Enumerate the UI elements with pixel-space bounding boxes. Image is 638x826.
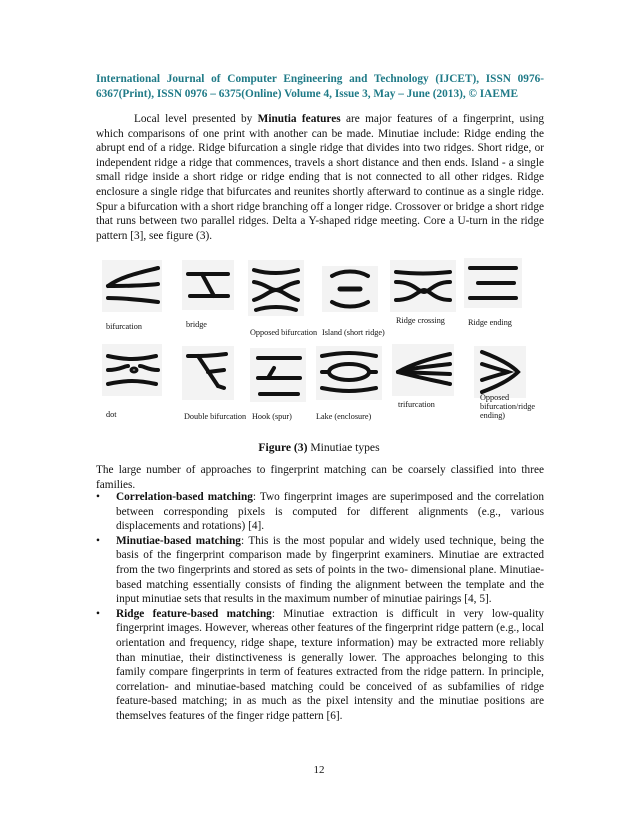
tile-dot <box>102 344 162 396</box>
label-hook: Hook (spur) <box>252 412 292 421</box>
bullet-term: Minutiae-based matching <box>116 534 241 547</box>
label-bridge: bridge <box>186 320 207 329</box>
figure-caption-label: Figure (3) <box>258 441 308 454</box>
intro-bold-term: Minutia features <box>257 113 341 125</box>
tile-trifurcation <box>392 344 454 396</box>
bullet-term: Ridge feature-based matching <box>116 607 272 620</box>
bullet-term: Correlation-based matching <box>116 491 253 503</box>
intro-paragraph <box>96 112 544 243</box>
page-number: 12 <box>313 764 325 776</box>
bifurcation-image <box>102 260 162 312</box>
journal-header: International Journal of Computer Engineering and Technology (IJCET), ISSN 0976-6367(Print), ISSN 0976 – 6375(Online) Volume 4, Issue 3, May – June (2013), © IAEME <box>96 73 544 100</box>
label-double-bifurcation: Double bifurcation <box>184 412 247 421</box>
label-trifurcation: trifurcation <box>398 400 435 409</box>
label-ridge-ending: Ridge ending <box>468 318 512 327</box>
list-item-minutiae <box>96 534 544 607</box>
tile-hook <box>250 348 306 402</box>
label-dot: dot <box>106 410 117 419</box>
lake-image <box>316 346 382 400</box>
trifurcation-image <box>392 344 454 396</box>
tile-ridge-ending <box>464 258 522 308</box>
double-bifurcation-image <box>182 346 234 400</box>
tile-lake <box>316 346 382 400</box>
families-paragraph: The large number of approaches to fingerprint matching can be coarsely classified into three families. <box>96 464 544 491</box>
bridge-image <box>182 260 234 310</box>
list-item-correlation <box>96 490 544 534</box>
tile-double-bifurcation <box>182 346 234 400</box>
tile-opposed-bifurcation <box>248 260 304 316</box>
tile-opposed-bifurcation-ridge-ending <box>474 346 526 398</box>
list-item-ridge-feature <box>96 607 544 724</box>
intro-text: are major features of a fingerprint, using which comparisons of one print with another can be made. Minutiae include: Ridge ending the abrupt end of a ridge. Ridge bifurcation a single ridge that divides into two ridges. Short ridge, or independent ridge a ridge that commences, travels a short distance and then ends. Island - a single small ridge inside a short ridge or ridge ending that is not connected to all other ridges. Ridge enclosure a single ridge that bifurcates and reunites shortly afterward to continue as a single ridge. Spur a bifurcation with a short ridge branching off a longer ridge. Crossover or bridge a short ridge that runs between two parallel ridges. Delta a Y-shaped ridge meeting. Core a U-turn in the ridge pattern [3], see figure (3). <box>96 113 544 242</box>
island-image <box>322 266 378 312</box>
bullet-icon: • <box>96 534 100 547</box>
tile-island <box>322 266 378 312</box>
hook-image <box>250 348 306 402</box>
tile-bifurcation <box>102 260 162 312</box>
dot-image <box>102 344 162 396</box>
ridge-ending-image <box>464 258 522 308</box>
label-opposed-bifurcation-ridge-ending: Opposed bifurcation/ridge ending) <box>480 393 536 420</box>
figure-caption-text: Minutiae types <box>307 441 380 454</box>
intro-lead: Local level presented by <box>134 113 258 125</box>
ridge-crossing-image <box>390 260 456 312</box>
bullet-icon: • <box>96 491 100 503</box>
figure-caption <box>0 441 638 454</box>
opposed-bifurcation-ridge-ending-image <box>474 346 526 398</box>
label-opposed-bifurcation: Opposed bifurcation <box>250 328 318 337</box>
bullet-icon: • <box>96 607 100 620</box>
label-bifurcation: bifurcation <box>106 322 142 331</box>
tile-bridge <box>182 260 234 310</box>
tile-ridge-crossing <box>390 260 456 312</box>
opposed-bifurcation-image <box>248 260 304 316</box>
bullet-text: : This is the most popular and widely used technique, being the basis of the fingerprint comparison made by fingerprint examiners. Minutiae are extracted from the two fingerprints and stored as sets of points in the two- dimensional plane. Minutiae-based matching essentially consists of finding the alignment between the template and the input minutiae sets that results in the maximum number of minutiae pairings [4, 5]. <box>116 534 545 606</box>
matching-approaches-list <box>96 490 544 724</box>
minutiae-figure <box>100 256 536 431</box>
label-lake: Lake (enclosure) <box>316 412 372 421</box>
label-island: Island (short ridge) <box>322 328 385 337</box>
bullet-text: : Minutiae extraction is difficult in very low-quality fingerprint images. However, whereas other features of the fingerprint ridge pattern (e.g., local orientation and frequency, ridge shape, texture information) may be extracted more reliably than minutiae, their distinctiveness is generally lower. The approaches belonging to this family compare fingerprints in term of features extracted from the ridge pattern. In principle, correlation- and minutiae-based matching could be conceived of as subfamilies of ridge feature-based matching; in as much as the pixel intensity and the minutiae positions are themselves features of the finger ridge pattern [6]. <box>116 607 544 722</box>
label-ridge-crossing: Ridge crossing <box>396 316 445 325</box>
bullet-text: : Two fingerprint images are superimposed and the correlation between corresponding pixels is computed for different alignments (e.g., various displacements and rotations) [4]. <box>116 491 544 533</box>
